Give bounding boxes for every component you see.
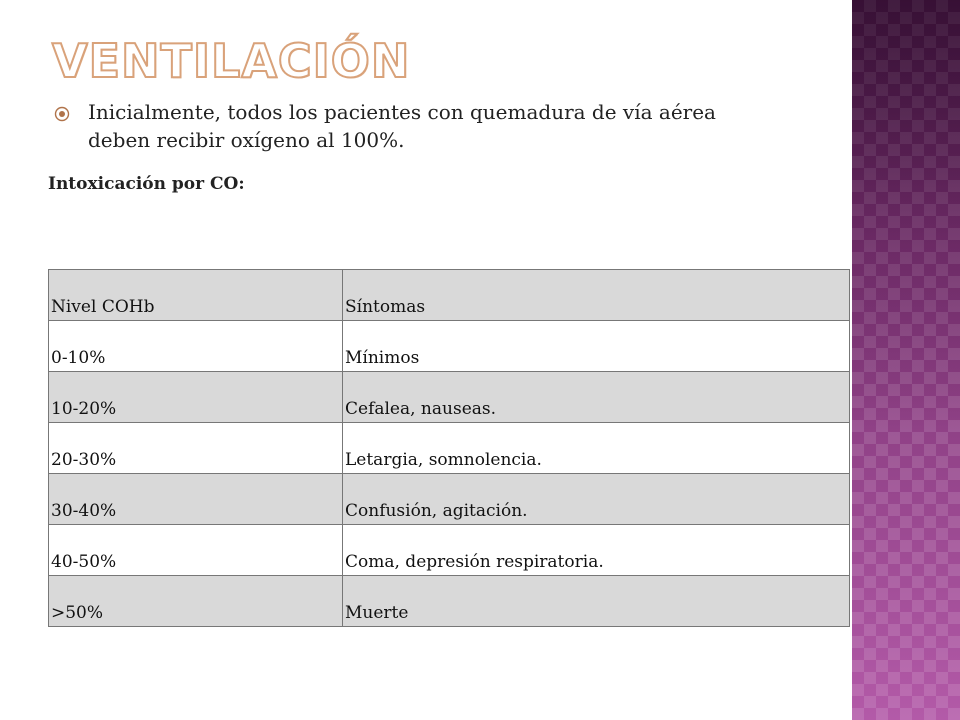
slide-title: VENTILACIÓN [52, 34, 411, 88]
cell-level: 10-20% [49, 372, 343, 423]
table-row [49, 576, 850, 627]
table-row [49, 525, 850, 576]
table-row [49, 321, 850, 372]
cell-level: 40-50% [49, 525, 343, 576]
cell-level: 20-30% [49, 423, 343, 474]
cell-level: 30-40% [49, 474, 343, 525]
bullet-text: Inicialmente, todos los pacientes con quemadura de vía aérea deben recibir oxígeno al 100%. [88, 100, 716, 152]
cell-symptoms: Coma, depresión respiratoria. [343, 525, 850, 576]
subheading: Intoxicación por CO: [48, 174, 245, 194]
table-row [49, 423, 850, 474]
table-row [49, 474, 850, 525]
cell-symptoms: Cefalea, nauseas. [343, 372, 850, 423]
cohb-symptoms-table [48, 269, 850, 627]
cell-level: >50% [49, 576, 343, 627]
header-cell-symptoms: Síntomas [343, 270, 850, 321]
bullet-item [54, 98, 754, 154]
table-header-row [49, 270, 850, 321]
cell-symptoms: Muerte [343, 576, 850, 627]
cohb-table-container [48, 269, 850, 627]
decorative-side-band [852, 0, 960, 720]
header-cell-level: Nivel COHb [49, 270, 343, 321]
cell-symptoms: Mínimos [343, 321, 850, 372]
table-row [49, 372, 850, 423]
cell-level: 0-10% [49, 321, 343, 372]
circle-bullet-icon [54, 106, 70, 122]
cell-symptoms: Confusión, agitación. [343, 474, 850, 525]
cell-symptoms: Letargia, somnolencia. [343, 423, 850, 474]
